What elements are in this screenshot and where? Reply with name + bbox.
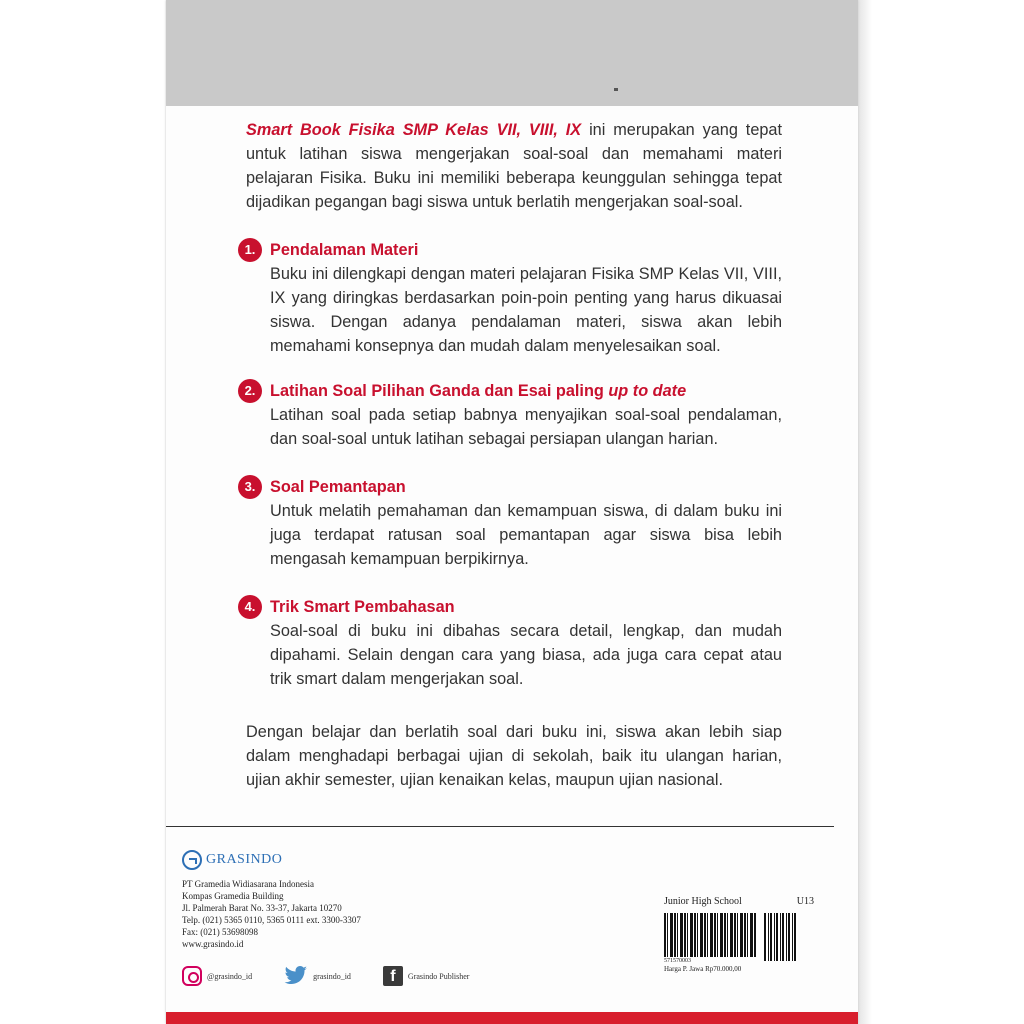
feature-item-4 [238,595,782,691]
price-label: Harga P. Jawa Rp70.000,00 [664,965,742,973]
isbn-barcode [664,913,756,957]
secondary-barcode [764,913,798,961]
instagram-handle: @grasindo_id [207,971,253,981]
instagram-link[interactable] [182,966,252,986]
feature-body: Untuk melatih pemahaman dan kemampuan siswa, di dalam buku ini juga terdapat ratusan soal pemantapan agar siswa bisa lebih mengasah kemampuan berpikirnya. [270,502,782,568]
barcode-label [664,896,814,907]
closing-paragraph: Dengan belajar dan berlatih soal dari buku ini, siswa akan lebih siap dalam menghadapi berbagai ujian di sekolah, baik itu ulangan harian, ujian akhir semester, ujian kenaikan kelas, maupun ujian nasional. [246,723,782,789]
feature-body: Buku ini dilengkapi dengan materi pelajaran Fisika SMP Kelas VII, VIII, IX yang diringkas berdasarkan poin-poin penting yang harus dikuasai siswa. Dengan adanya pendalaman materi, siswa akan lebih memahami konsepnya dan mudah dalam menyelesaikan soal. [270,265,782,355]
address-line: Telp. (021) 5365 0110, 5365 0111 ext. 3300-3307 [182,915,361,925]
address-line: Fax: (021) 53698098 [182,927,258,937]
intro-paragraph [246,118,782,214]
footer-divider [166,826,834,827]
feature-number-badge: 4. [238,595,262,619]
website-link[interactable]: www.grasindo.id [182,939,244,949]
book-back-cover [166,0,858,1024]
feature-title [270,379,782,403]
feature-body: Latihan soal pada setiap babnya menyajikan soal-soal pendalaman, dan soal-soal untuk latihan sebagai persiapan ulangan harian. [270,406,782,448]
feature-title: Trik Smart Pembahasan [270,598,455,616]
barcodes [664,913,814,964]
feature-title: Soal Pemantapan [270,478,406,496]
address-line: Kompas Gramedia Building [182,891,284,901]
twitter-icon [284,966,308,986]
header-mark [614,88,618,91]
publisher-address [182,878,361,950]
twitter-link[interactable] [284,966,351,986]
publisher-block [182,850,361,950]
feature-number-badge: 3. [238,475,262,499]
shrink-wrap-edge [858,0,872,1024]
feature-list [238,238,782,715]
grasindo-logo-icon [182,850,202,870]
feature-item-3 [238,475,782,571]
cover-header-band [166,0,858,106]
feature-number-badge: 2. [238,379,262,403]
feature-title: Pendalaman Materi [270,241,419,259]
feature-body: Soal-soal di buku ini dibahas secara detail, lengkap, dan mudah dipahami. Selain dengan cara yang biasa, ada juga cara cepat atau trik smart dalam mengerjakan soal. [270,622,782,688]
barcode-block [664,896,814,973]
instagram-icon [182,966,202,986]
facebook-link[interactable] [383,966,470,986]
facebook-page: Grasindo Publisher [407,971,470,981]
main-barcode-group [664,913,756,964]
product-code: U13 [796,896,814,907]
isbn-number: 571570003 [664,958,691,964]
publisher-logo [182,850,361,870]
twitter-handle: grasindo_id [313,971,351,981]
publisher-logo-text: GRASINDO [206,852,283,867]
feature-item-2 [238,379,782,451]
address-line: Jl. Palmerah Barat No. 33-37, Jakarta 10270 [182,903,342,913]
feature-item-1 [238,238,782,358]
intro-text: ini merupakan yang tepat untuk latihan siswa mengerjakan soal-soal dan memahami materi pelajaran Fisika. Buku ini memiliki beberapa keunggulan sehingga tepat dijadikan pegangan bagi siswa untuk berlatih mengerjakan soal-soal. [246,121,783,211]
social-links [182,966,501,986]
book-title-phrase: Smart Book Fisika SMP Kelas VII, VIII, IX [246,121,582,139]
feature-number-badge: 1. [238,238,262,262]
address-line: PT Gramedia Widiasarana Indonesia [182,879,315,889]
school-level: Junior High School [664,896,742,907]
feature-title-text: Latihan Soal Pilihan Ganda dan Esai paling [270,382,609,400]
feature-title-italic: up to date [608,382,687,400]
bottom-red-strip [166,1012,858,1024]
facebook-icon: f [383,966,403,986]
